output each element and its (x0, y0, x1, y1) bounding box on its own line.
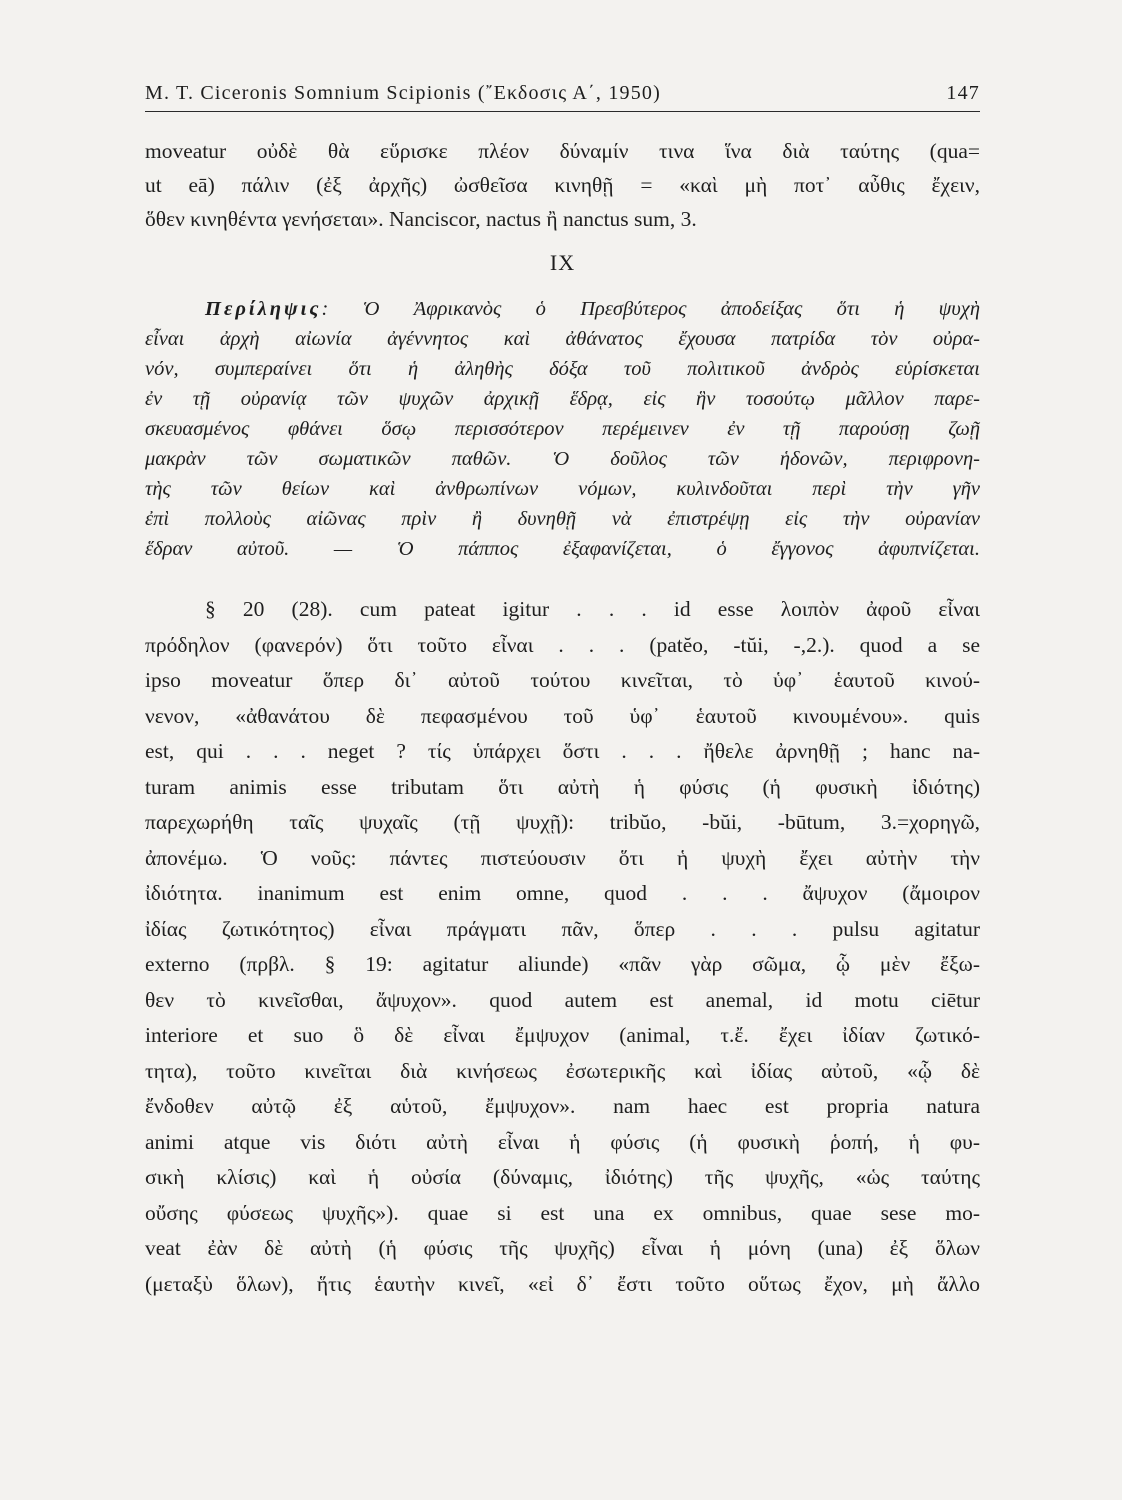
text-line: turam animis esse tributam ὅτι αὐτὴ ἡ φύσις (ἡ φυσικὴ ἰδιότης) (145, 774, 980, 799)
summary-first-line (145, 294, 980, 324)
text-line: πρόδηλον (φανερόν) ὅτι τοῦτο εἶναι . . . (patĕo, -tŭi, -,2.). quod a se (145, 632, 980, 657)
text-line: ἐπὶ πολλοὺς αἰῶνας πρὶν ἢ δυνηθῇ νὰ ἐπιστρέψῃ εἰς τὴν οὐρανίαν (145, 508, 980, 530)
text-line: εἶναι ἀρχὴ αἰωνία ἀγέννητος καὶ ἀθάνατος ἔχουσα πατρίδα τὸν οὐρα- (145, 328, 980, 350)
text-line: externo (πρβλ. § 19: agitatur aliunde) «πᾶν γὰρ σῶμα, ᾧ μὲν ἔξω- (145, 952, 980, 976)
text-line: animi atque vis διότι αὐτὴ εἶναι ἡ φύσις (ἡ φυσικὴ ῥοπή, ἡ φυ- (145, 1129, 980, 1154)
text-line: ἀπονέμω. Ὁ νοῦς: πάντες πιστεύουσιν ὅτι ἡ ψυχὴ ἔχει αὐτὴν τὴν (145, 845, 980, 870)
text-line: interiore et suo ὃ δὲ εἶναι ἔμψυχον (animal, τ.ἔ. ἔχει ἰδίαν ζωτικό- (145, 1023, 980, 1047)
commentary-paragraph (145, 592, 980, 1302)
text-line: ἔνδοθεν αὐτῷ ἐξ αὑτοῦ, ἔμψυχον». nam haec est propria natura (145, 1094, 980, 1118)
text-line: νόν, συμπεραίνει ὅτι ἡ ἀληθὴς δόξα τοῦ πολιτικοῦ ἀνδρὸς εὑρίσκεται (145, 358, 980, 380)
text-line: τητα), τοῦτο κινεῖται διὰ κινήσεως ἐσωτερικῆς καὶ ἰδίας αὐτοῦ, «ᾧ δὲ (145, 1058, 980, 1083)
text-line: ἰδιότητα. inanimum est enim omne, quod . . . ἄψυχον (ἄμοιρον (145, 881, 980, 905)
intro-paragraph (145, 134, 980, 236)
section-heading: IX (549, 250, 576, 275)
text-line: μακρὰν τῶν σωματικῶν παθῶν. Ὁ δοῦλος τῶν ἡδονῶν, περιφρονη- (145, 448, 980, 470)
text-line: veat ἐὰν δὲ αὐτὴ (ἡ φύσις τῆς ψυχῆς) εἶναι ἡ μόνη (una) ἐξ ὅλων (145, 1236, 980, 1260)
text-line: ipso moveatur ὅπερ δι᾽ αὐτοῦ τούτου κινεῖται, τὸ ὑφ᾽ ἑαυτοῦ κινού- (145, 668, 980, 692)
text-line: ἕδραν αὐτοῦ. — Ὁ πάππος ἐξαφανίζεται, ὁ ἔγγονος ἀφυπνίζεται. (145, 538, 980, 560)
text-line: (μεταξὺ ὅλων), ἥτις ἑαυτὴν κινεῖ, «εἰ δ᾽ ἔστι τοῦτο οὕτως ἔχον, μὴ ἄλλο (145, 1271, 980, 1296)
text-line: est, qui . . . neget ? τίς ὑπάρχει ὅστι . . . ἤθελε ἀρνηθῇ ; hanc na- (145, 739, 980, 763)
text-line: ἐν τῇ οὐρανίᾳ τῶν ψυχῶν ἀρχικῇ ἕδρᾳ, εἰς ἣν τοσούτῳ μᾶλλον παρε- (145, 388, 980, 410)
text-line: ὅθεν κινηθέντα γενήσεται». Nanciscor, nactus ἢ nanctus sum, 3. (145, 207, 697, 231)
text-line: τὴς τῶν θείων καὶ ἀνθρωπίνων νόμων, κυλινδοῦται περὶ τὴν γῆν (145, 478, 980, 500)
summary-paragraph (145, 294, 980, 564)
book-page (145, 82, 980, 1302)
text-line: παρεχωρήθη ταῖς ψυχαῖς (τῇ ψυχῇ): tribŭo, -bŭi, -būtum, 3.=χορηγῶ, (145, 810, 980, 834)
text-line: σικὴ κλίσις) καὶ ἡ οὐσία (δύναμις, ἰδιότης) τῆς ψυχῆς, «ὡς ταύτης (145, 1165, 980, 1189)
text-line: σκευασμένος φθάνει ὅσῳ περισσότερον περέμεινεν ἐν τῇ παρούσῃ ζωῇ (145, 418, 980, 440)
text-line: ἰδίας ζωτικότητος) εἶναι πράγματι πᾶν, ὅπερ . . . pulsu agitatur (145, 916, 980, 941)
page-number: 147 (946, 82, 980, 104)
summary-first-line-text: : Ὁ Ἀφρικανὸς ὁ Πρεσβύτερος ἀποδείξας ὅτι ἡ ψυχὴ (321, 298, 980, 320)
running-head (145, 82, 980, 112)
text-line: moveatur οὐδὲ θὰ εὕρισκε πλέον δύναμίν τινα ἵνα διὰ ταύτης (qua= (145, 139, 980, 163)
running-head-title: M. T. Ciceronis Somnium Scipionis (῎Εκδοσις Α΄, 1950) (145, 82, 661, 104)
text-line: ut eā) πάλιν (ἐξ ἀρχῆς) ὠσθεῖσα κινηθῇ = «καὶ μὴ ποτ᾽ αὖθις ἔχειν, (145, 173, 980, 197)
text-line: οὔσης φύσεως ψυχῆς»). quae si est una ex omnibus, quae sese mo- (145, 1200, 980, 1225)
summary-label: Περίληψις (205, 298, 322, 320)
text-line: θεν τὸ κινεῖσθαι, ἄψυχον». quod autem est anemal, id motu ciētur (145, 987, 980, 1012)
text-line: νενον, «ἀθανάτου δὲ πεφασμένου τοῦ ὑφ᾽ ἑαυτοῦ κινουμένου». quis (145, 703, 980, 728)
text-line: § 20 (28). cum pateat igitur . . . id esse λοιπὸν ἀφοῦ εἶναι (205, 597, 980, 621)
